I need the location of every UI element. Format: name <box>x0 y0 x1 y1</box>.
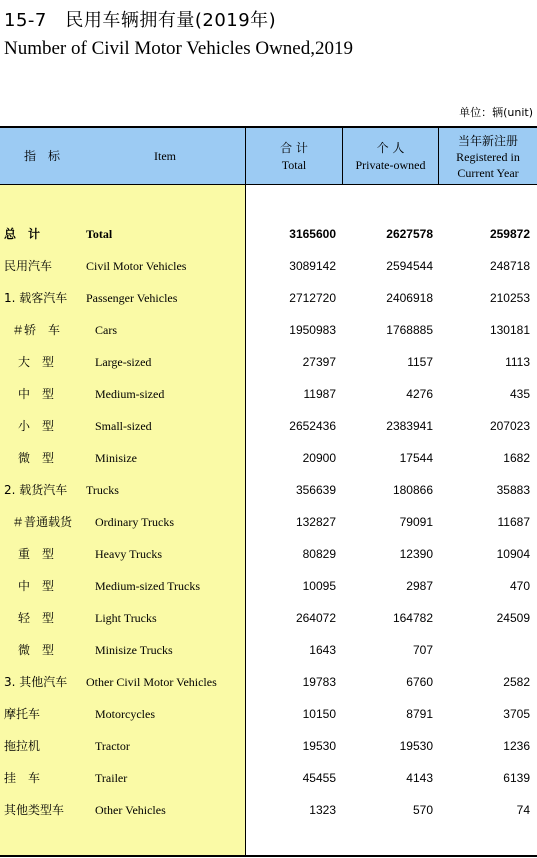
row-label-en: Ordinary Trucks <box>95 515 175 529</box>
row-label-cn: 摩托车 <box>4 707 41 721</box>
cell-registered: 210253 <box>489 291 530 305</box>
row-label-cn: 中 型 <box>18 579 55 593</box>
row-label-en: Passenger Vehicles <box>86 291 178 305</box>
row-label-en: Other Vehicles <box>95 803 166 817</box>
row-label-en: Other Civil Motor Vehicles <box>86 675 217 689</box>
cell-registered: 24509 <box>496 611 530 625</box>
table-title-chinese: 15-7 民用车辆拥有量(2019年) <box>4 10 277 31</box>
cell-total: 3089142 <box>289 259 336 273</box>
row-label-cn: 微 型 <box>18 451 55 465</box>
cell-registered: 6139 <box>503 771 530 785</box>
row-label-cn: 小 型 <box>18 419 55 433</box>
cell-total: 3165600 <box>289 227 336 241</box>
row-label-cn: 1. 载客汽车 <box>4 291 68 305</box>
row-label-cn: 总 计 <box>4 227 41 241</box>
cell-registered: 10904 <box>496 547 530 561</box>
row-label-en: Medium-sized Trucks <box>95 579 200 593</box>
cell-private: 19530 <box>399 739 433 753</box>
cell-registered: 1682 <box>503 451 530 465</box>
table-row <box>0 544 537 564</box>
header-registered-en-line2: Current Year <box>457 166 519 180</box>
cell-total: 356639 <box>295 483 336 497</box>
row-label-cn: 3. 其他汽车 <box>4 675 68 689</box>
cell-private: 4276 <box>406 387 433 401</box>
row-label-cn: 民用汽车 <box>4 259 53 273</box>
cell-total: 132827 <box>295 515 336 529</box>
table-row <box>0 320 537 340</box>
row-label-cn: 大 型 <box>18 355 55 369</box>
cell-registered: 11687 <box>497 515 530 529</box>
row-label-en: Civil Motor Vehicles <box>86 259 187 273</box>
cell-registered: 470 <box>509 579 530 593</box>
row-label-en: Heavy Trucks <box>95 547 163 561</box>
header-registered-cn: 当年新注册 <box>457 134 518 148</box>
cell-total: 2712720 <box>289 291 336 305</box>
table-row <box>0 288 537 308</box>
row-label-cn: 挂 车 <box>4 771 41 785</box>
row-label-en: Medium-sized <box>95 387 165 401</box>
row-label-cn: ＃普通载货 <box>12 515 73 529</box>
cell-total: 19530 <box>302 739 336 753</box>
cell-total: 2652436 <box>289 419 336 433</box>
cell-total: 264072 <box>295 611 336 625</box>
table-row <box>0 672 537 692</box>
table-title-english: Number of Civil Motor Vehicles Owned,2019 <box>4 38 353 59</box>
header-rule <box>0 184 537 185</box>
cell-total: 11987 <box>303 387 336 401</box>
row-label-en: Motorcycles <box>95 707 155 721</box>
cell-registered: 35883 <box>496 483 530 497</box>
cell-private: 2594544 <box>386 259 433 273</box>
row-label-en: Minisize Trucks <box>95 643 173 657</box>
cell-registered: 1113 <box>505 355 530 369</box>
cell-private: 1768885 <box>386 323 433 337</box>
header-total-cn: 合 计 <box>280 141 308 155</box>
table-row <box>0 416 537 436</box>
cell-registered: 248718 <box>489 259 530 273</box>
cell-registered: 259872 <box>489 227 530 241</box>
bottom-rule <box>0 855 537 857</box>
cell-registered: 2582 <box>503 675 530 689</box>
cell-registered: 1236 <box>503 739 530 753</box>
row-label-cn: 轻 型 <box>18 611 55 625</box>
cell-registered: 207023 <box>489 419 530 433</box>
cell-total: 1323 <box>309 803 336 817</box>
cell-private: 2627578 <box>386 227 433 241</box>
row-label-cn: ＃轿 车 <box>12 323 61 337</box>
row-label-cn: 重 型 <box>18 547 55 561</box>
cell-total: 10095 <box>302 579 336 593</box>
table-row <box>0 384 537 404</box>
top-rule <box>0 126 537 128</box>
row-label-en: Small-sized <box>95 419 152 433</box>
table-row <box>0 480 537 500</box>
row-label-en: Tractor <box>95 739 130 753</box>
header-private-en: Private-owned <box>355 158 426 172</box>
table-row <box>0 608 537 628</box>
header-private-cn: 个 人 <box>376 141 405 155</box>
cell-private: 707 <box>412 643 433 657</box>
row-label-cn: 中 型 <box>18 387 55 401</box>
table-row <box>0 576 537 596</box>
cell-private: 570 <box>412 803 433 817</box>
cell-private: 1157 <box>407 355 433 369</box>
cell-registered: 130181 <box>489 323 530 337</box>
cell-private: 4143 <box>406 771 433 785</box>
cell-total: 20900 <box>302 451 336 465</box>
cell-registered: 435 <box>509 387 530 401</box>
cell-private: 8791 <box>406 707 433 721</box>
cell-total: 45455 <box>302 771 336 785</box>
row-label-cn: 2. 载货汽车 <box>4 483 68 497</box>
table-row <box>0 352 537 372</box>
unit-label: 单位：辆(unit) <box>459 106 533 119</box>
header-item-cn: 指 标 <box>23 149 60 163</box>
cell-private: 12390 <box>399 547 433 561</box>
row-label-en: Total <box>86 227 113 241</box>
table-row <box>0 800 537 820</box>
cell-private: 2987 <box>406 579 433 593</box>
table-row <box>0 448 537 468</box>
header-item-en: Item <box>154 149 176 163</box>
cell-private: 79091 <box>399 515 433 529</box>
table-row <box>0 512 537 532</box>
row-label-en: Trucks <box>86 483 119 497</box>
cell-private: 180866 <box>392 483 433 497</box>
cell-total: 1643 <box>309 643 336 657</box>
cell-private: 164782 <box>392 611 433 625</box>
table-row <box>0 768 537 788</box>
row-label-cn: 微 型 <box>18 643 55 657</box>
cell-total: 10150 <box>302 707 336 721</box>
cell-total: 80829 <box>302 547 336 561</box>
cell-total: 19783 <box>302 675 336 689</box>
row-label-en: Cars <box>95 323 117 337</box>
row-label-en: Light Trucks <box>95 611 157 625</box>
row-label-en: Trailer <box>95 771 128 785</box>
table-row <box>0 736 537 756</box>
table-row <box>0 640 537 660</box>
header-registered-en-line1: Registered in <box>456 150 520 164</box>
cell-private: 2383941 <box>386 419 433 433</box>
cell-total: 27397 <box>302 355 336 369</box>
table-row-total <box>0 224 537 244</box>
header-total-en: Total <box>281 158 307 172</box>
cell-private: 17544 <box>399 451 433 465</box>
cell-private: 6760 <box>406 675 433 689</box>
cell-registered: 3705 <box>503 707 530 721</box>
table-row <box>0 704 537 724</box>
cell-private: 2406918 <box>386 291 433 305</box>
row-label-en: Large-sized <box>95 355 152 369</box>
table-row <box>0 256 537 276</box>
row-label-en: Minisize <box>95 451 137 465</box>
cell-total: 1950983 <box>289 323 336 337</box>
cell-registered: 74 <box>516 803 530 817</box>
row-label-cn: 其他类型车 <box>4 803 65 817</box>
row-label-cn: 拖拉机 <box>4 739 41 753</box>
